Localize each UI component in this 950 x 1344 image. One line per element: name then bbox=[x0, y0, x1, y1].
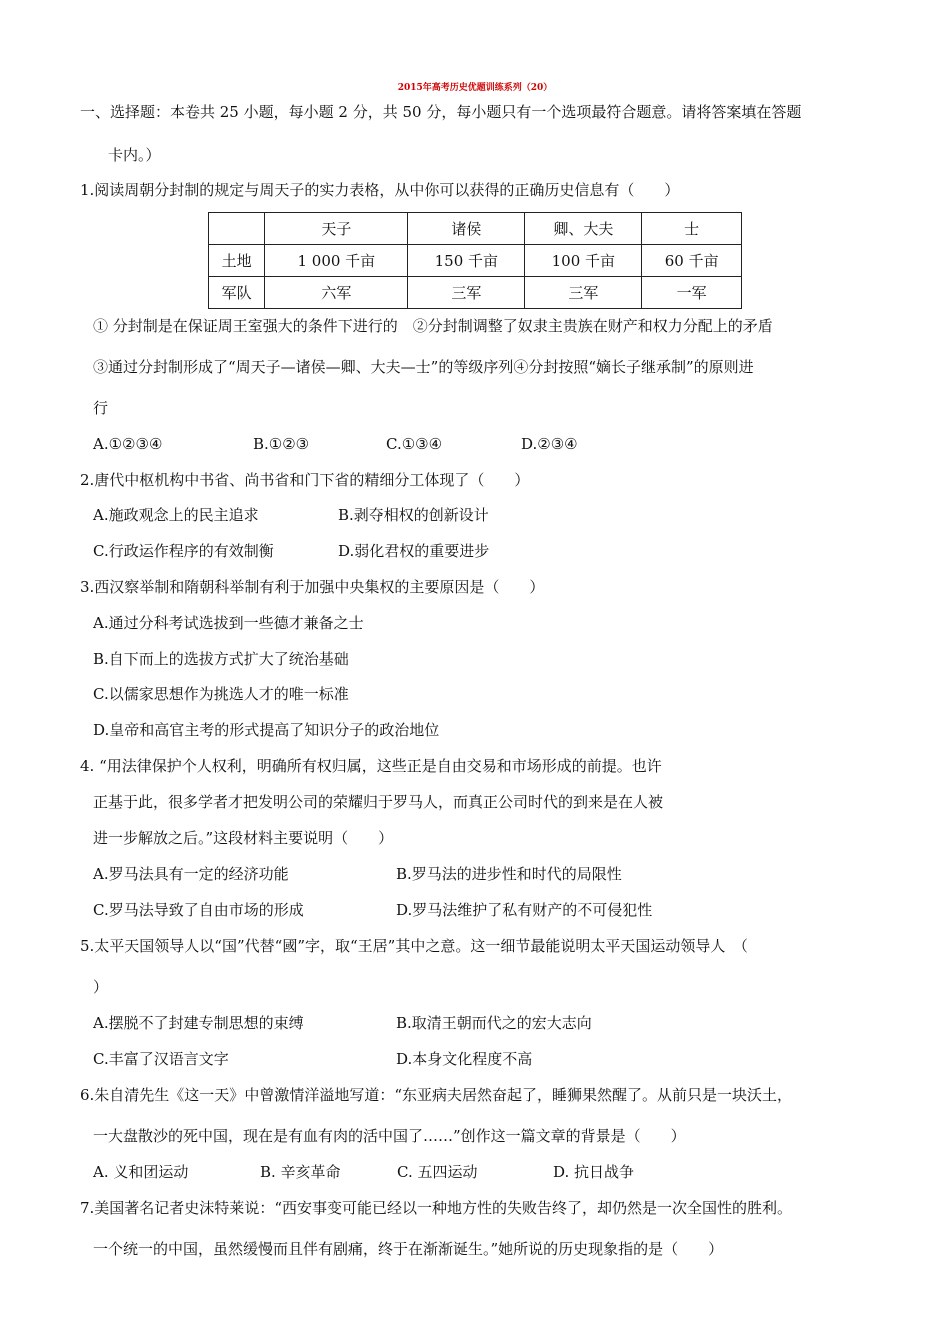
question-4-option-b: B.罗马法的进步性和时代的局限性 bbox=[396, 865, 622, 883]
question-3-option-b: B.自下而上的选拔方式扩大了统治基础 bbox=[93, 650, 349, 668]
table-header-cell: 天子 bbox=[265, 213, 408, 245]
feudal-system-table bbox=[208, 212, 742, 309]
table-cell: 三军 bbox=[525, 277, 642, 309]
table-row bbox=[209, 245, 742, 277]
table-cell: 1 000 千亩 bbox=[265, 245, 408, 277]
question-2-option-c: C.行政运作程序的有效制衡 bbox=[93, 542, 274, 560]
question-4-option-c: C.罗马法导致了自由市场的形成 bbox=[93, 901, 304, 919]
question-5-option-c: C.丰富了汉语言文字 bbox=[93, 1050, 229, 1068]
question-1-option-a: A.①②③④ bbox=[93, 435, 163, 453]
table-cell: 六军 bbox=[265, 277, 408, 309]
question-2-option-d: D.弱化君权的重要进步 bbox=[338, 542, 490, 560]
table-header-cell bbox=[209, 213, 265, 245]
question-6-stem-line-2: 一大盘散沙的死中国，现在是有血有肉的活中国了……”创作这一篇文章的背景是（ ） bbox=[93, 1127, 686, 1145]
question-6-option-d: D. 抗日战争 bbox=[553, 1163, 635, 1181]
question-1-statement-1: ① 分封制是在保证周王室强大的条件下进行的 ②分封制调整了奴隶主贵族在财产和权力分配上的矛盾 bbox=[93, 317, 773, 335]
table-cell: 150 千亩 bbox=[408, 245, 525, 277]
question-5-option-b: B.取清王朝而代之的宏大志向 bbox=[396, 1014, 592, 1032]
question-2-stem: 2.唐代中枢机构中书省、尚书省和门下省的精细分工体现了（ ） bbox=[80, 471, 530, 489]
section-instructions-line-2: 卡内。） bbox=[108, 146, 161, 164]
question-5-option-a: A.摆脱不了封建专制思想的束缚 bbox=[93, 1014, 304, 1032]
question-5-stem-line-2: ） bbox=[93, 978, 109, 996]
table-header-cell: 士 bbox=[642, 213, 742, 245]
question-3-option-c: C.以儒家思想作为挑选人才的唯一标准 bbox=[93, 685, 349, 703]
section-instructions-line-1: 一、选择题：本卷共 25 小题，每小题 2 分，共 50 分，每小题只有一个选项最符合题意。请将答案填在答题 bbox=[80, 103, 802, 121]
table-cell: 土地 bbox=[209, 245, 265, 277]
question-4-stem-line-1: 4. “用法律保护个人权利，明确所有权归属，这些正是自由交易和市场形成的前提。也许 bbox=[80, 757, 662, 775]
question-4-stem-line-2: 正基于此，很多学者才把发明公司的荣耀归于罗马人，而真正公司时代的到来是在人被 bbox=[93, 793, 664, 811]
question-6-option-b: B. 辛亥革命 bbox=[260, 1163, 341, 1181]
table-cell: 60 千亩 bbox=[642, 245, 742, 277]
table-header-row bbox=[209, 213, 742, 245]
question-7-stem-line-2: 一个统一的中国，虽然缓慢而且伴有剧痛，终于在渐渐诞生。”她所说的历史现象指的是（ ） bbox=[93, 1240, 724, 1258]
table-cell: 军队 bbox=[209, 277, 265, 309]
question-2-option-a: A.施政观念上的民主追求 bbox=[93, 506, 259, 524]
table-row bbox=[209, 277, 742, 309]
question-4-option-d: D.罗马法维护了私有财产的不可侵犯性 bbox=[396, 901, 653, 919]
question-3-option-a: A.通过分科考试选拔到一些德才兼备之士 bbox=[93, 614, 364, 632]
question-5-stem-line-1: 5.太平天国领导人以“国”代替“國”字，取“王居”其中之意。这一细节最能说明太平天国运动领导人 （ bbox=[80, 937, 748, 955]
question-1-option-b: B.①②③ bbox=[253, 435, 310, 453]
question-1-option-c: C.①③④ bbox=[386, 435, 443, 453]
question-5-option-d: D.本身文化程度不高 bbox=[396, 1050, 533, 1068]
question-4-stem-line-3: 进一步解放之后。”这段材料主要说明（ ） bbox=[93, 829, 394, 847]
table-cell: 一军 bbox=[642, 277, 742, 309]
question-1-statement-2: ③通过分封制形成了“周天子—诸侯—卿、大夫—士”的等级序列④分封按照“嫡长子继承制”的原则进 bbox=[93, 358, 754, 376]
table-cell: 100 千亩 bbox=[525, 245, 642, 277]
question-2-option-b: B.剥夺相权的创新设计 bbox=[338, 506, 489, 524]
question-3-option-d: D.皇帝和高官主考的形式提高了知识分子的政治地位 bbox=[93, 721, 440, 739]
question-6-option-c: C. 五四运动 bbox=[397, 1163, 478, 1181]
table-header-cell: 卿、大夫 bbox=[525, 213, 642, 245]
question-1-statement-3: 行 bbox=[93, 399, 109, 417]
question-6-option-a: A. 义和团运动 bbox=[93, 1163, 189, 1181]
table-header-cell: 诸侯 bbox=[408, 213, 525, 245]
question-1-option-d: D.②③④ bbox=[521, 435, 578, 453]
page-title: 2015年高考历史优题训练系列（20） bbox=[397, 83, 553, 93]
question-4-option-a: A.罗马法具有一定的经济功能 bbox=[93, 865, 289, 883]
question-6-stem-line-1: 6.朱自清先生《这一天》中曾激情洋溢地写道：“东亚病夫居然奋起了，睡狮果然醒了。从前只是一块沃土， bbox=[80, 1086, 792, 1104]
table-cell: 三军 bbox=[408, 277, 525, 309]
question-1-stem: 1.阅读周朝分封制的规定与周天子的实力表格，从中你可以获得的正确历史信息有（ ） bbox=[80, 181, 680, 199]
question-7-stem-line-1: 7.美国著名记者史沫特莱说：“西安事变可能已经以一种地方性的失败告终了，却仍然是一次全国性的胜利。 bbox=[80, 1199, 792, 1217]
question-3-stem: 3.西汉察举制和隋朝科举制有利于加强中央集权的主要原因是（ ） bbox=[80, 578, 545, 596]
